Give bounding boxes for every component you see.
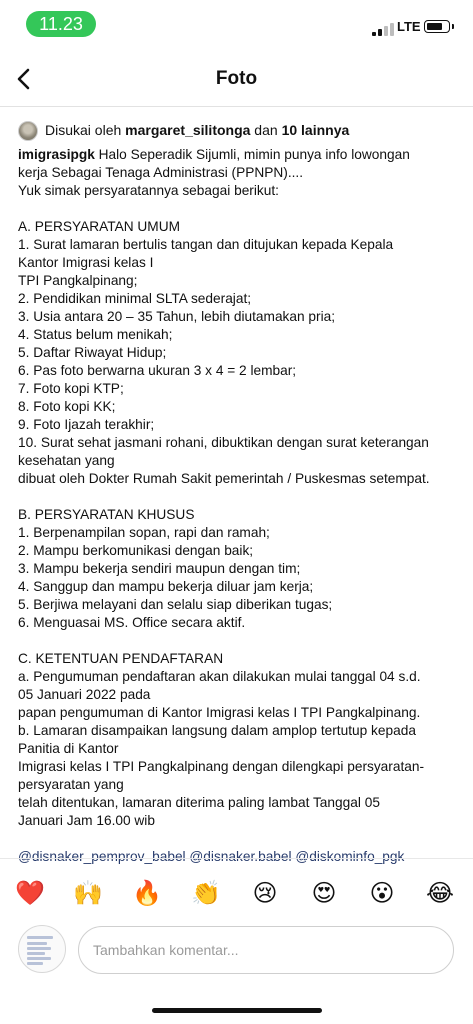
caption-line: 3. Mampu bekerja sendiri maupun dengan tim;: [18, 561, 301, 576]
caption-line: 5. Daftar Riwayat Hidup;: [18, 345, 167, 360]
likes-count[interactable]: 10 lainnya: [281, 122, 350, 138]
caption-line: 1. Surat lamaran bertulis tangan dan ditujukan kepada Kepala: [18, 237, 394, 252]
fire-emoji[interactable]: 🔥: [132, 879, 162, 907]
caption-line: telah ditentukan, lamaran diterima paling lambat Tanggal 05: [18, 795, 380, 810]
caption-line: Panitia di Kantor: [18, 741, 119, 756]
caption-blank-line: [18, 632, 460, 650]
post-caption: [18, 146, 460, 866]
user-avatar: [18, 925, 66, 973]
caption-blank-line: [18, 830, 460, 848]
likes-text[interactable]: Disukai oleh margaret_silitonga dan 10 lainnya: [45, 122, 350, 138]
raised-hands-emoji[interactable]: 🙌: [73, 879, 103, 907]
cellular-signal-icon: [372, 22, 394, 36]
caption-line: Kantor Imigrasi kelas I: [18, 255, 154, 270]
nav-header: [0, 52, 473, 107]
caption-line: 8. Foto kopi KK;: [18, 399, 116, 414]
liker-username[interactable]: margaret_silitonga: [125, 122, 251, 138]
status-bar: [0, 0, 473, 48]
heart-eyes-emoji[interactable]: 😍: [311, 879, 337, 907]
quick-reactions-bar: [0, 858, 473, 925]
caption-line: b. Lamaran disampaikan langsung dalam amplop tertutup kepada: [18, 723, 416, 738]
caption-line: papan pengumuman di Kantor Imigrasi kelas I TPI Pangkalpinang.: [18, 705, 421, 720]
caption-line: 2. Mampu berkomunikasi dengan baik;: [18, 543, 254, 558]
caption-line: 4. Sanggup dan mampu bekerja diluar jam kerja;: [18, 579, 314, 594]
caption-line: 05 Januari 2022 pada: [18, 687, 151, 702]
caption-line: 4. Status belum menikah;: [18, 327, 173, 342]
crying-face-emoji[interactable]: 😢: [252, 879, 278, 907]
caption-line: imigrasipgk Halo Seperadik Sijumli, mimin punya info lowongan: [18, 147, 410, 162]
caption-blank-line: [18, 200, 460, 218]
battery-icon: [424, 20, 450, 33]
caption-line: Imigrasi kelas I TPI Pangkalpinang dengan dilengkapi persyaratan-: [18, 759, 425, 774]
page-title: Foto: [215, 68, 258, 89]
comment-input[interactable]: [78, 926, 454, 974]
caption-blank-line: [18, 488, 460, 506]
caption-line: kesehatan yang: [18, 453, 115, 468]
caption-line: Yuk simak persyaratannya sebagai berikut:: [18, 183, 279, 198]
caption-line: 2. Pendidikan minimal SLTA sederajat;: [18, 291, 252, 306]
caption-line: a. Pengumuman pendaftaran akan dilakukan mulai tanggal 04 s.d.: [18, 669, 421, 684]
caption-line: dibuat oleh Dokter Rumah Sakit pemerintah / Puskesmas setempat.: [18, 471, 430, 486]
surprised-face-emoji[interactable]: 😮: [369, 879, 395, 907]
tears-of-joy-emoji[interactable]: 😂: [425, 879, 455, 907]
liker-avatar[interactable]: [18, 121, 38, 141]
caption-line: B. PERSYARATAN KHUSUS: [18, 507, 195, 522]
caption-line: persyaratan yang: [18, 777, 124, 792]
caption-line: 5. Berjiwa melayani dan selalu siap diberikan tugas;: [18, 597, 333, 612]
caption-hashtags[interactable]: @disnaker_pemprov_babel @disnaker.babel @diskominfo_pgk: [18, 849, 405, 864]
caption-line: 7. Foto kopi KTP;: [18, 381, 124, 396]
heart-emoji[interactable]: ❤️: [15, 879, 45, 907]
caption-line: 9. Foto Ijazah terakhir;: [18, 417, 155, 432]
caption-username[interactable]: imigrasipgk: [18, 147, 95, 162]
home-indicator[interactable]: [152, 1008, 322, 1013]
likes-row[interactable]: [18, 120, 458, 142]
status-time: 11.23: [26, 11, 96, 37]
clapping-hands-emoji[interactable]: 👏: [191, 879, 221, 907]
network-type: LTE: [397, 19, 421, 34]
caption-line: 1. Berpenampilan sopan, rapi dan ramah;: [18, 525, 270, 540]
caption-line: TPI Pangkalpinang;: [18, 273, 138, 288]
caption-line: 10. Surat sehat jasmani rohani, dibuktikan dengan surat keterangan: [18, 435, 429, 450]
caption-line: Januari Jam 16.00 wib: [18, 813, 155, 828]
caption-line: 3. Usia antara 20 – 35 Tahun, lebih diutamakan pria;: [18, 309, 336, 324]
caption-line: A. PERSYARATAN UMUM: [18, 219, 180, 234]
caption-line: kerja Sebagai Tenaga Administrasi (PPNPN)....: [18, 165, 304, 180]
caption-line: C. KETENTUAN PENDAFTARAN: [18, 651, 224, 666]
caption-line: 6. Pas foto berwarna ukuran 3 x 4 = 2 lembar;: [18, 363, 297, 378]
caption-line: 6. Menguasai MS. Office secara aktif.: [18, 615, 246, 630]
